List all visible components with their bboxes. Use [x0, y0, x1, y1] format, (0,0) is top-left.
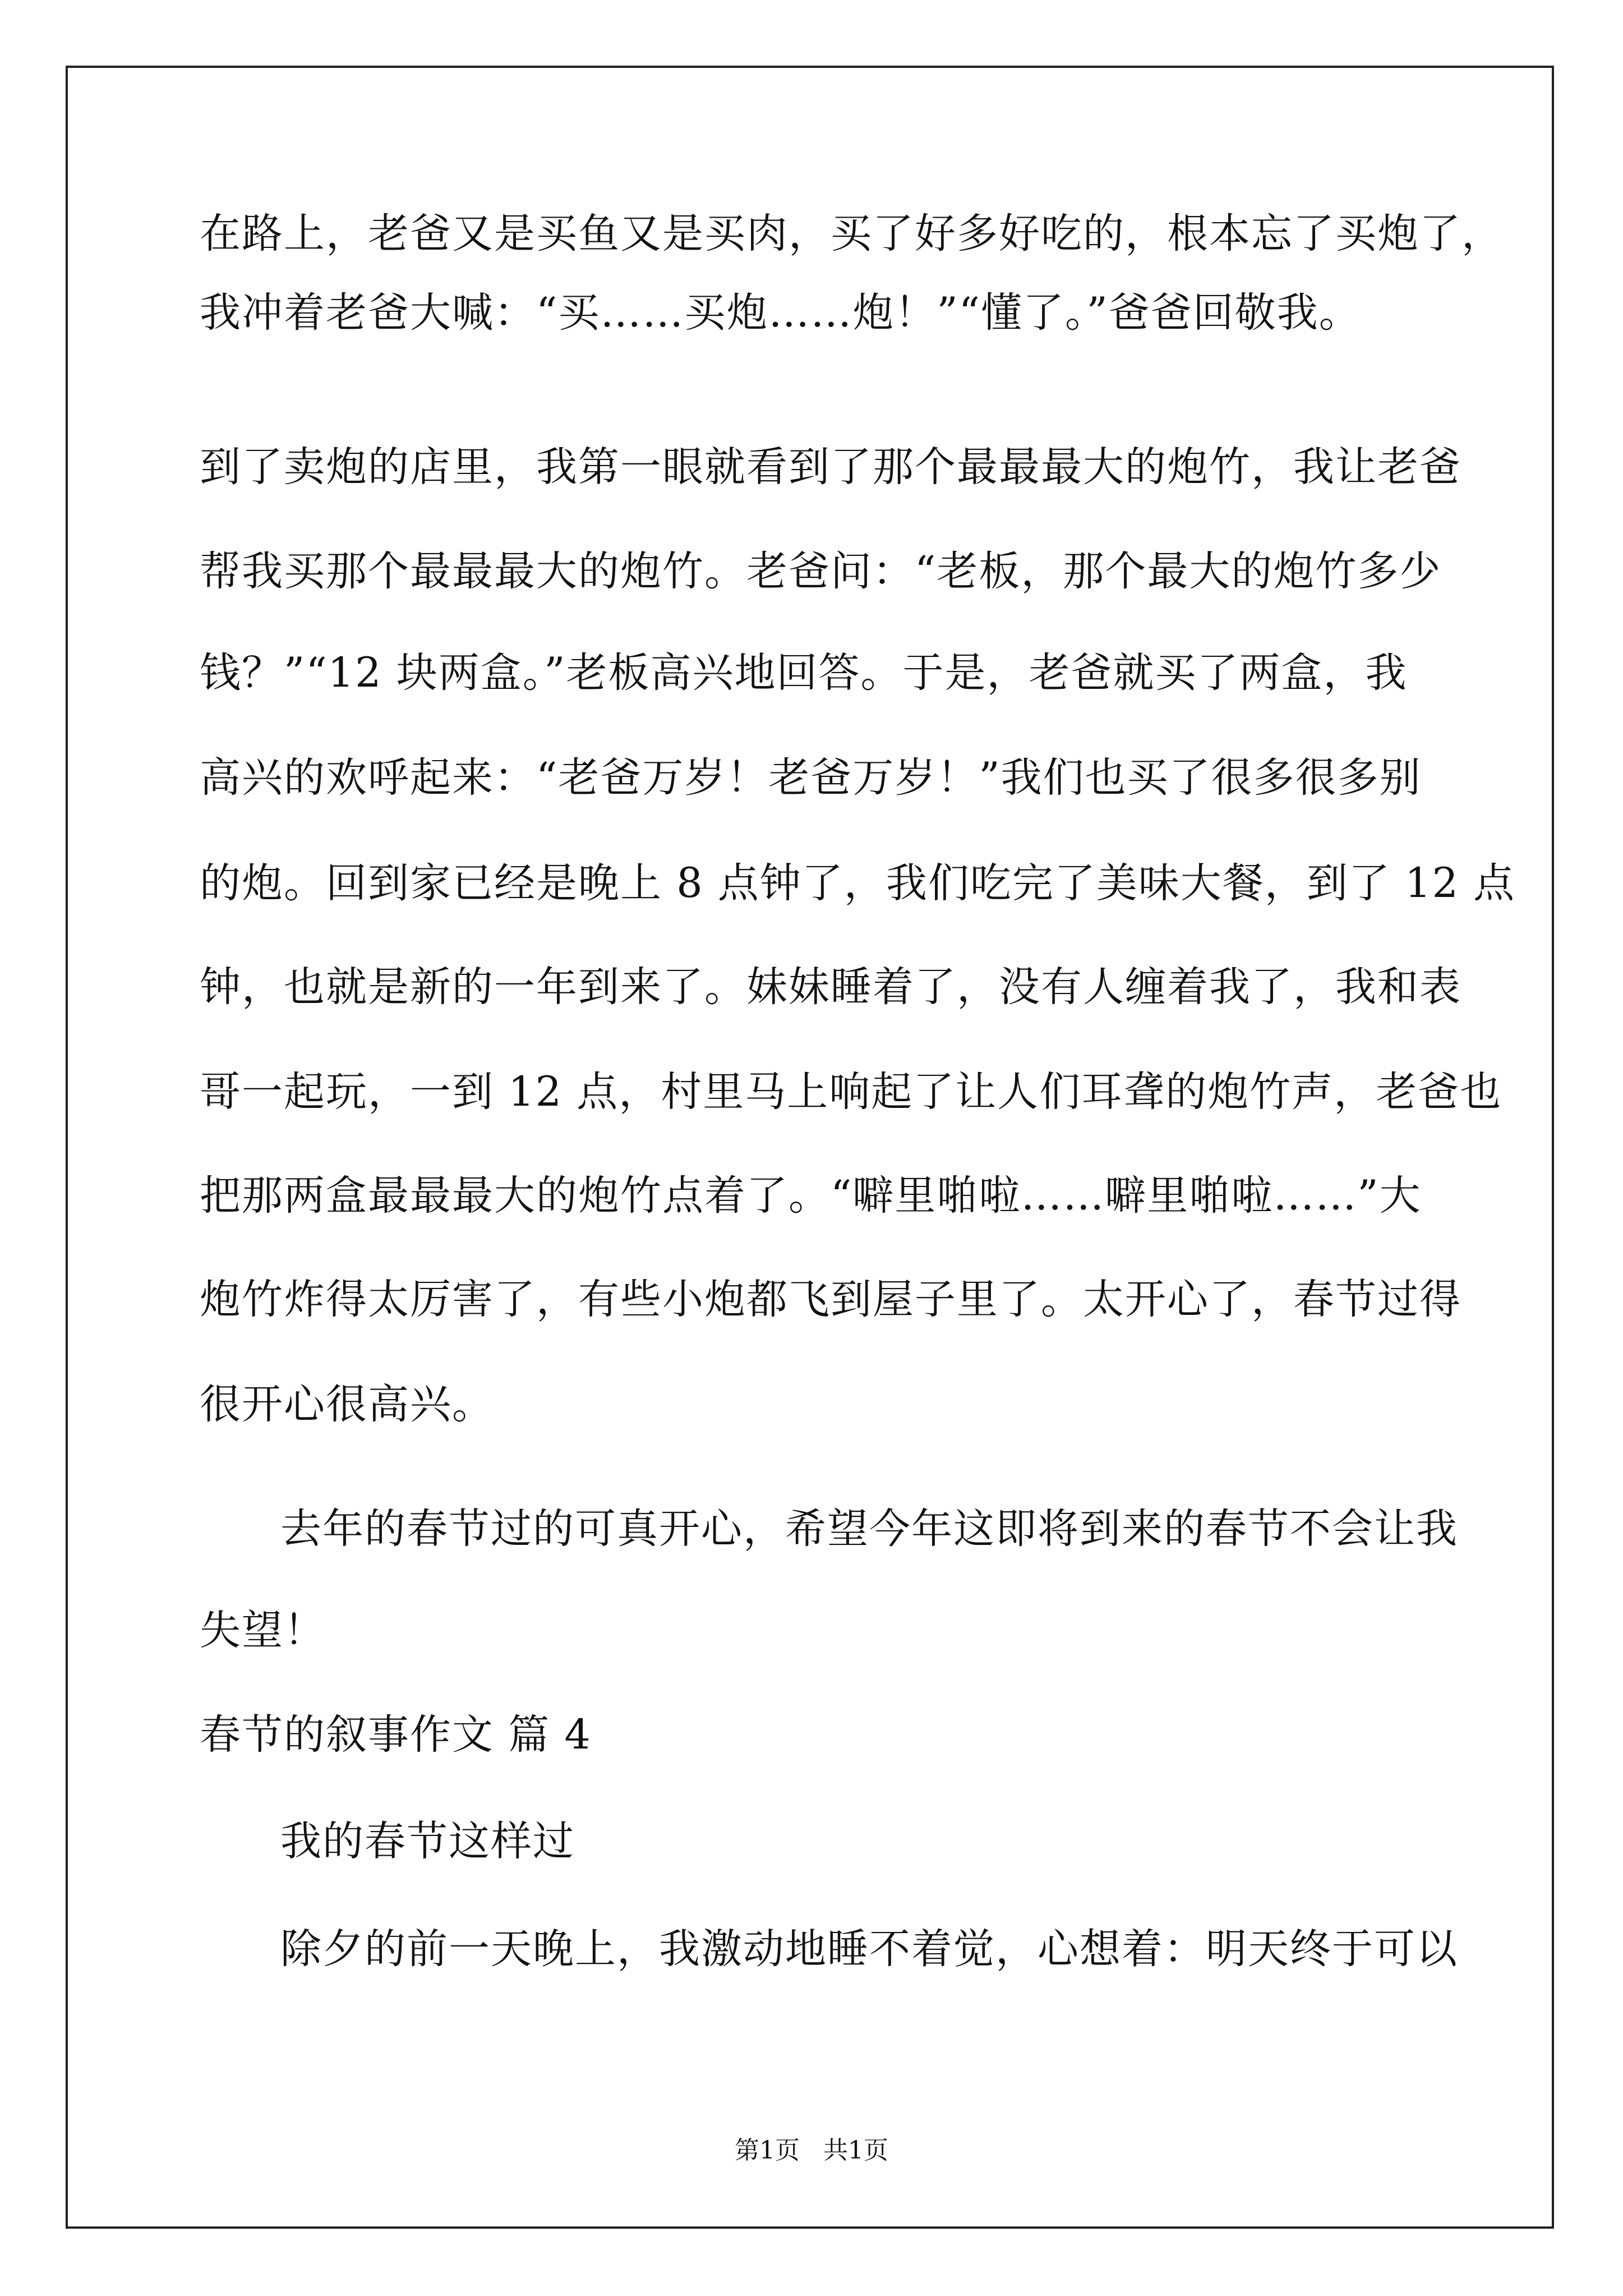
text-line-17: 除夕的前一天晚上，我激动地睡不着觉，心想着：明天终于可以	[280, 1925, 1458, 1973]
section-heading: 春节的叙事作文 篇 4	[200, 1711, 592, 1759]
text-line-14: 失望！	[200, 1607, 326, 1654]
text-line-10: 把那两盒最最最大的炮竹点着了。“噼里啪啦……噼里啪啦……”大	[200, 1172, 1422, 1220]
text-line-12: 很开心很高兴。	[200, 1381, 494, 1428]
page-border	[66, 66, 1554, 2229]
text-line-9: 哥一起玩，一到 12 点，村里马上响起了让人们耳聋的炮竹声，老爸也	[200, 1068, 1502, 1116]
text-line-11: 炮竹炸得太厉害了，有些小炮都飞到屋子里了。太开心了，春节过得	[200, 1276, 1461, 1323]
text-line-3: 到了卖炮的店里，我第一眼就看到了那个最最最大的炮竹，我让老爸	[200, 443, 1461, 491]
text-line-2: 我冲着老爸大喊：“买……买炮……炮！”“懂了。”爸爸回敬我。	[200, 289, 1361, 337]
text-line-6: 高兴的欢呼起来：“老爸万岁！老爸万岁！”我们也买了很多很多别	[200, 754, 1422, 802]
text-line-4: 帮我买那个最最最大的炮竹。老爸问：“老板，那个最大的炮竹多少	[200, 547, 1442, 595]
text-line-7: 的炮。回到家已经是晚上 8 点钟了，我们吃完了美味大餐，到了 12 点	[200, 859, 1516, 907]
page-footer: 第1页 共1页	[735, 2136, 888, 2165]
text-line-8: 钟，也就是新的一年到来了。妹妹睡着了，没有人缠着我了，我和表	[200, 963, 1461, 1011]
text-line-1: 在路上，老爸又是买鱼又是买肉，买了好多好吃的，根本忘了买炮了，	[200, 210, 1504, 257]
essay-title: 我的春节这样过	[280, 1818, 575, 1865]
text-line-5: 钱？”“12 块两盒。”老板高兴地回答。于是，老爸就买了两盒，我	[200, 649, 1408, 697]
text-line-13: 去年的春节过的可真开心，希望今年这即将到来的春节不会让我	[280, 1505, 1458, 1553]
